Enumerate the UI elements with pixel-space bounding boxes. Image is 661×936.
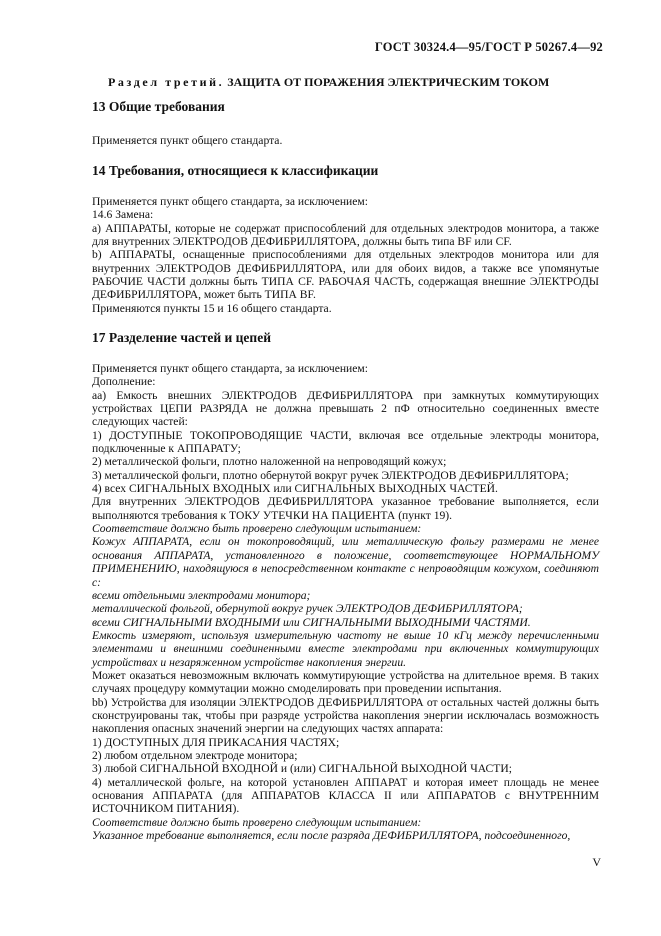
paragraph: 1) ДОСТУПНЫХ ДЛЯ ПРИКАСАНИЯ ЧАСТЯХ; xyxy=(92,735,340,749)
s13-text-block xyxy=(92,134,599,147)
paragraph-italic: Соответствие должно быть проверено следующим испытанием: xyxy=(92,522,422,536)
paragraph: 4) всех СИГНАЛЬНЫХ ВХОДНЫХ или СИГНАЛЬНЫХ ВЫХОДНЫХ ЧАСТЕЙ. xyxy=(92,482,498,496)
paragraph: Применяется пункт общего стандарта, за исключением: xyxy=(92,362,368,375)
paragraph-italic: всеми СИГНАЛЬНЫМИ ВХОДНЫМИ или СИГНАЛЬНЫМИ ВЫХОДНЫМИ ЧАСТЯМИ. xyxy=(92,615,531,629)
paragraph: 4) металлической фольге, на которой установлен АППАРАТ и которая имеет площадь не менее основания АППАРАТА (для АППАРАТОВ КЛАССА II или АППАРАТОВ с ВНУТРЕННИМ ИСТОЧНИКОМ ПИТАНИЯ). xyxy=(92,775,599,816)
paragraph-italic: металлической фольгой, обернутой вокруг ручек ЭЛЕКТРОДОВ ДЕФИБРИЛЛЯТОРА; xyxy=(92,602,523,616)
paragraph: Применяются пункты 15 и 16 общего стандарта. xyxy=(92,301,332,315)
paragraph: Применяется пункт общего стандарта. xyxy=(92,134,283,147)
section-prefix: Раздел третий. xyxy=(108,75,225,89)
section-title xyxy=(108,75,549,90)
paragraph: аа) Емкость внешних ЭЛЕКТРОДОВ ДЕФИБРИЛЛЯТОРА при замкнутых коммутирующих устройствах ЦЕПИ РАЗРЯДА не должна превышать 2 пФ относительно соединенных вместе следующих частей: xyxy=(92,388,599,429)
paragraph: а) АППАРАТЫ, которые не содержат приспособлений для отдельных электродов монитора, а также для внутренних ЭЛЕКТРОДОВ ДЕФИБРИЛЛЯТОРА, должны быть типа BF или CF. xyxy=(92,221,599,249)
paragraph: bb) Устройства для изоляции ЭЛЕКТРОДОВ ДЕФИБРИЛЛЯТОРА от остальных частей должны быть сконструированы так, чтобы при разряде устройства накопления энергии исключалась возможность накопления опасных значений энергии на следующих частях аппарата: xyxy=(92,695,599,736)
standard-header: ГОСТ 30324.4—95/ГОСТ Р 50267.4—92 xyxy=(374,40,603,54)
page-number: V xyxy=(592,855,601,869)
s14-text-block xyxy=(92,195,599,315)
paragraph: 14.6 Замена: xyxy=(92,208,154,222)
paragraph-italic: Соответствие должно быть проверено следующим испытанием: xyxy=(92,815,422,829)
paragraph-italic: всеми отдельными электродами монитора; xyxy=(92,588,311,602)
paragraph: 2) любом отдельном электроде монитора; xyxy=(92,748,298,762)
paragraph: Может оказаться невозможным включать коммутирующие устройства на длительное время. В таких случаях процедуру коммутации можно смоделировать при проведении испытания. xyxy=(92,668,599,696)
s17-text-block xyxy=(92,362,599,842)
paragraph: Для внутренних ЭЛЕКТРОДОВ ДЕФИБРИЛЛЯТОРА указанное требование выполняется, если выполняются требования к ТОКУ УТЕЧКИ НА ПАЦИЕНТА (пункт 19). xyxy=(92,495,599,522)
paragraph-italic: Указанное требование выполняется, если после разряда ДЕФИБРИЛЛЯТОРА, подсоединенного, xyxy=(92,829,571,843)
paragraph-italic: Кожух АППАРАТА, если он токопроводящий, или металлическую фольгу размерами не менее основания АППАРАТА, установленного в положение, соответствующее НОРМАЛЬНОМУ ПРИМЕНЕНИЮ, находящуюся в непосредственном контакте с непроводящим кожухом, соединяют с: xyxy=(92,535,599,589)
heading-14: 14 Требования, относящиеся к классификации xyxy=(92,163,379,178)
paragraph-italic: Емкость измеряют, используя измерительную частоту не выше 10 кГц между перечисленными элементами и внешними соединенными вместе электродами при включенных коммутирующих устройствах и незаряженном устройстве накопления энергии. xyxy=(92,628,599,669)
paragraph: 2) металлической фольги, плотно наложенной на непроводящий кожух; xyxy=(92,455,447,469)
paragraph: Применяется пункт общего стандарта, за исключением: xyxy=(92,195,368,208)
paragraph: 3) любой СИГНАЛЬНОЙ ВХОДНОЙ и (или) СИГНАЛЬНОЙ ВЫХОДНОЙ ЧАСТИ; xyxy=(92,762,512,776)
paragraph: 3) металлической фольги, плотно обернутой вокруг ручек ЭЛЕКТРОДОВ ДЕФИБРИЛЛЯТОРА; xyxy=(92,468,569,482)
heading-13: 13 Общие требования xyxy=(92,99,225,114)
section-name: ЗАЩИТА ОТ ПОРАЖЕНИЯ ЭЛЕКТРИЧЕСКИМ ТОКОМ xyxy=(227,75,550,89)
paragraph: b) АППАРАТЫ, оснащенные приспособлениями для отдельных электродов монитора или для внутренних ЭЛЕКТРОДОВ ДЕФИБРИЛЛЯТОРА, или для обоих видов, а также все упомянутые РАБОЧИЕ ЧАСТИ должны быть ТИПА CF. РАБОЧАЯ ЧАСТЬ, содержащая внешние ЭЛЕКТРОДЫ ДЕФИБРИЛЛЯТОРА, может быть ТИПА BF. xyxy=(92,248,599,302)
paragraph: Дополнение: xyxy=(92,375,156,389)
heading-17: 17 Разделение частей и цепей xyxy=(92,330,271,345)
paragraph: 1) ДОСТУПНЫЕ ТОКОПРОВОДЯЩИЕ ЧАСТИ, включая все отдельные электроды монитора, подключенные к АППАРАТУ; xyxy=(92,428,599,456)
